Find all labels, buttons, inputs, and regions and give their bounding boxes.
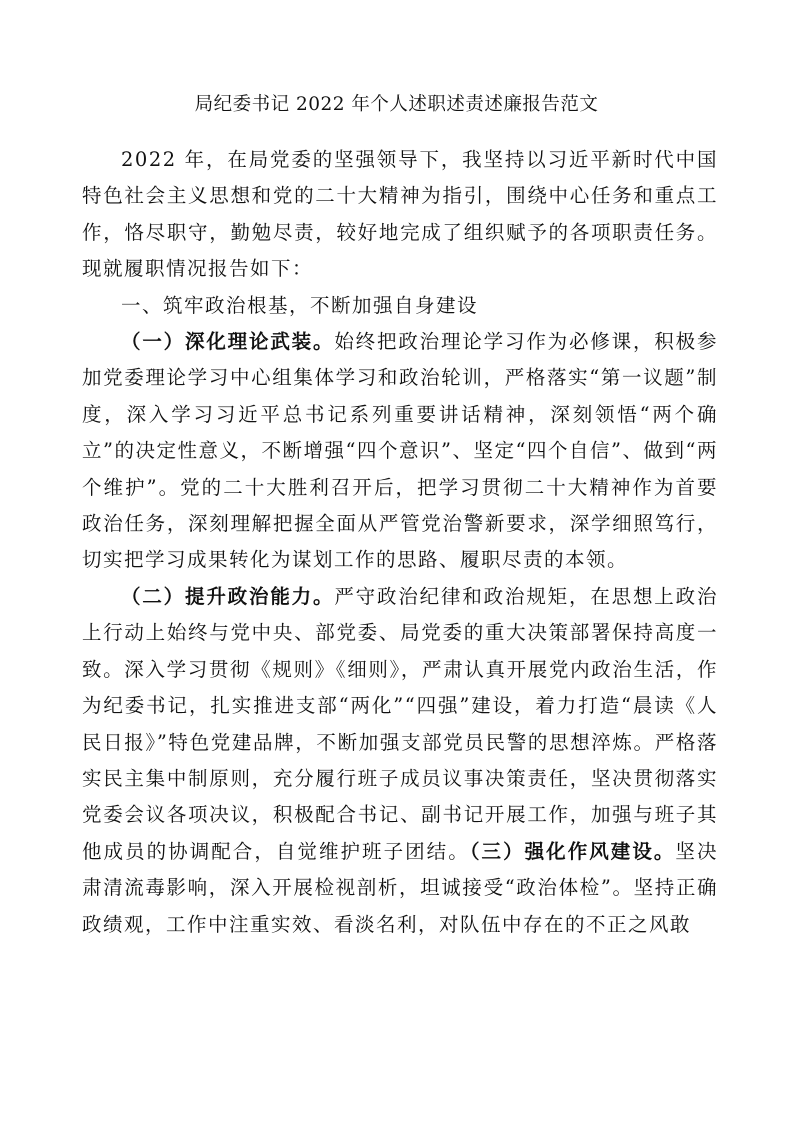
item-1-text: 始终把政治理论学习作为必修课，积极参加党委理论学习中心组集体学习和政治轮训，严格落实“第一议题”制度，深入学习习近平总书记系列重要讲话精神，深刻领悟“两个确立”的决定性意义，不断增强“四个意识”、坚定“四个自信”、做到“两个维护”。党的二十大胜利召开后，把学习贯彻二十大精神作为首要政治任务，深刻理解把握全面从严管党治警新要求，深学细照笃行，切实把学习成果转化为谋划工作的思路、履职尽责的本领。: [82, 330, 718, 572]
section-heading-1: 一、筑牢政治根基，不断加强自身建设: [121, 293, 479, 317]
item-1-paragraph: [82, 324, 718, 579]
intro-paragraph: 2022 年，在局党委的坚强领导下，我坚持以习近平新时代中国特色社会主义思想和党的二十大精神为指引，围绕中心任务和重点工作，恪尽职守，勤勉尽责，较好地完成了组织赋予的各项职责任务。现就履职情况报告如下：: [82, 148, 718, 281]
item-2-paragraph: [82, 579, 718, 943]
document-title: 局纪委书记 2022 年个人述职述责述廉报告范文: [194, 94, 599, 115]
item-3-label: （三）强化作风建设。: [469, 839, 676, 863]
item-1-label: （一）深化理论武装。: [121, 330, 335, 354]
item-2-label: （二）提升政治能力。: [121, 584, 335, 608]
item-2-text: 严守政治纪律和政治规矩，在思想上政治上行动上始终与党中央、部党委、局党委的重大决策部署保持高度一致。深入学习贯彻《规则》《细则》，严肃认真开展党内政治生活，作为纪委书记，扎实推进支部“两化”“四强”建设，着力打造“晨读《人民日报》”特色党建品牌，不断加强支部党员民警的思想淬炼。严格落实民主集中制原则，充分履行班子成员议事决策责任，坚决贯彻落实党委会议各项决议，积极配合书记、副书记开展工作，加强与班子其他成员的协调配合，自觉维护班子团结。: [82, 584, 718, 863]
document-body: [82, 142, 718, 943]
item-3-text: 坚决肃清流毒影响，深入开展检视剖析，坦诚接受“政治体检”。坚持正确政绩观，工作中注重实效、看淡名利，对队伍中存在的不正之风敢: [82, 839, 718, 936]
